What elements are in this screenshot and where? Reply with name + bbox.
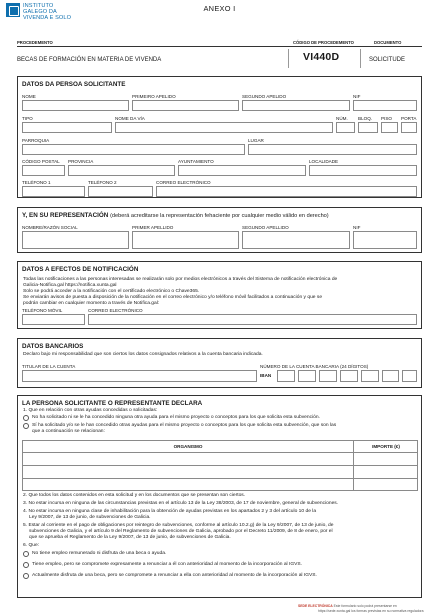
importe-header: IMPORTE (€)	[372, 444, 400, 449]
rep-apelido1-field[interactable]	[132, 231, 239, 249]
aid-table	[22, 440, 418, 491]
apelido2-field[interactable]	[242, 100, 350, 111]
iban-box-2[interactable]	[298, 370, 316, 382]
organismo-header: ORGANISMO	[173, 444, 203, 449]
table-row	[23, 452, 418, 453]
declaration-item-1: 1. Que en relación con otras ayudas concedidas o solicitadas:	[23, 408, 158, 413]
no-job-radio[interactable]	[23, 551, 29, 557]
procedure-divider	[17, 46, 422, 47]
rep-apelido1-label: PRIMER APELLIDO	[132, 225, 174, 230]
nome-label: NOME	[22, 94, 36, 99]
annex-title: ANEXO I	[203, 4, 236, 13]
other-aid-text-2: que a continuación se relacionan:	[32, 429, 105, 434]
table-row	[23, 478, 418, 479]
declaration-item-3: 3. No estar incursa en ninguna de las circunstancias previstas en el artículo 13 de la Ley 38/2003, de 17 de noviembre, general de subvenciones.	[23, 501, 339, 506]
has-job-radio[interactable]	[23, 562, 29, 568]
tipo-label: TIPO	[22, 116, 33, 121]
iban-box-1[interactable]	[277, 370, 295, 382]
tel1-field[interactable]	[22, 186, 85, 197]
holder-label: TITULAR DE LA CUENTA	[22, 364, 76, 369]
rep-nif-field[interactable]	[353, 231, 417, 249]
notif-email-label: CORREO ELECTRÓNICO	[88, 308, 143, 313]
piso-label: PISO	[381, 116, 392, 121]
divider	[288, 49, 289, 68]
via-label: NOME DA VÍA	[115, 116, 145, 121]
apelido1-field[interactable]	[132, 100, 239, 111]
bank-section	[17, 338, 422, 388]
no-aid-radio[interactable]	[23, 415, 29, 421]
declaration-item-2: 2. Que todos los datos contenidos en esta solicitud y en los documentos que se presentan son ciertos.	[23, 493, 246, 498]
has-grant-text: Actualmente disfruta de una beca, pero se compromete a renunciar a ella con anterioridad al momento de la incorporación al IGVS.	[32, 573, 317, 578]
notification-section-title: DATOS A EFECTOS DE NOTIFICACIÓN	[22, 266, 139, 273]
applicant-section	[17, 76, 422, 198]
no-aid-text: No ha solicitado ni se le ha concedido ninguna otra ayuda para el mismo proyecto o conceptos para los que solicita esta subvención.	[32, 415, 320, 420]
declaration-item-5a: 5. Estar al corriente en el pago de obligaciones por reintegro de subvenciones, conforme al artículo 10.2.g) de la Ley 9/2007, de 13 de junio, de	[23, 523, 334, 528]
declaration-section	[17, 395, 422, 598]
concello-label: AYUNTAMIENTO	[178, 159, 214, 164]
rep-nif-label: NIF	[353, 225, 361, 230]
piso-field[interactable]	[381, 122, 398, 133]
mobile-field[interactable]	[22, 314, 85, 325]
email-label: CORREO ELECTRÓNICO	[156, 180, 211, 185]
footer-text-2: https://sede.xunta.gal los formas previstas en su normativa reguladora	[318, 609, 424, 613]
bloq-field[interactable]	[358, 122, 378, 133]
bloq-label: BLOQ.	[358, 116, 373, 121]
nif-label: NIF	[353, 94, 361, 99]
declaration-item-4b: Ley 9/2007, de 13 de junio, de subvenciones de Galicia.	[29, 515, 151, 520]
notification-text-4: Se enviarán avisos de puesta a disposición de la notificación en el correo electrónico y/o teléfono móvil facilitados a continuación y que se	[23, 295, 323, 300]
notification-text-2: Galicia-Notifica.gal https://notifica.xunta.gal	[23, 283, 117, 288]
table-row	[23, 465, 418, 466]
has-grant-radio[interactable]	[23, 573, 29, 579]
org-line-3: VIVENDA E SOLO	[23, 15, 72, 21]
nome-field[interactable]	[22, 100, 129, 111]
procedure-label: PROCEDEMENTO	[17, 40, 53, 45]
footer-brand: SEDE ELECTRÓNICA	[298, 604, 333, 608]
localidade-field[interactable]	[309, 165, 417, 176]
notification-section	[17, 261, 422, 329]
rep-nome-field[interactable]	[22, 231, 129, 249]
holder-field[interactable]	[22, 370, 257, 382]
tel2-field[interactable]	[88, 186, 153, 197]
rep-apelido2-field[interactable]	[242, 231, 350, 249]
iban-box-6[interactable]	[382, 370, 399, 382]
declaration-item-6: 6. Que:	[23, 543, 40, 548]
provincia-label: PROVINCIA	[68, 159, 94, 164]
footer	[298, 604, 397, 608]
tel2-label: TELÉFONO 2	[88, 180, 117, 185]
parroquia-label: PARROQUIA	[22, 138, 50, 143]
lugar-field[interactable]	[248, 144, 417, 155]
notif-email-field[interactable]	[88, 314, 417, 325]
bank-section-title: DATOS BANCARIOS	[22, 343, 84, 350]
declaration-item-4a: 4. No estar incursa en ninguna clase de inhabilitación para la obtención de ayudas previstas en los apartados 2 y 3 del artículo 10 de la	[23, 509, 317, 514]
other-aid-text-1: Sí ha solicitado y/o se le han concedido otras ayudas para el mismo proyecto o conceptos para los que solicita esta subvención, que son las	[32, 423, 337, 428]
account-label: NÚMERO DE LA CUENTA BANCARIA (24 DÍGITOS)	[260, 364, 369, 369]
iban-box-3[interactable]	[319, 370, 337, 382]
nif-field[interactable]	[353, 100, 417, 111]
cp-field[interactable]	[22, 165, 65, 176]
parroquia-field[interactable]	[22, 144, 245, 155]
procedure-title: BECAS DE FORMACIÓN EN MATERIA DE VIVENDA	[17, 57, 162, 63]
lugar-label: LUGAR	[248, 138, 264, 143]
rep-apelido2-label: SEGUNDO APELLIDO	[242, 225, 289, 230]
notification-text-5: podrán cambiar en cualquier momento a través de Notifica.gal:	[23, 301, 160, 306]
porta-field[interactable]	[401, 122, 417, 133]
org-line-2: GALEGO DA	[23, 9, 57, 15]
document-label: DOCUMENTO	[374, 40, 402, 45]
representative-title: Y, EN SU REPRESENTACIÓN	[22, 212, 109, 219]
document-type: SOLICITUDE	[369, 57, 406, 63]
procedure-code: VI440D	[303, 51, 340, 63]
procedure-code-label: CÓDIGO DE PROCEDEMENTO	[293, 40, 354, 45]
representative-note: (deberá acreditarse la representación fehaciente por cualquier medio válido en derecho)	[110, 213, 329, 219]
applicant-section-title: DATOS DA PERSOA SOLICITANTE	[22, 81, 126, 88]
apelido1-label: PRIMEIRO APELIDO	[132, 94, 176, 99]
bank-declaration: Declaro bajo mi responsabilidad que son ciertos los datos consignados relativos a la cuenta bancaria indicada.	[23, 352, 263, 357]
notification-text-1: Todas las notificaciones a las personas interesadas se realizarán solo por medios electrónicos a través del Sistema de notificación electrónica de	[23, 277, 338, 282]
no-job-text: No tiene empleo remunerado ni disfruta de una beca o ayuda.	[32, 551, 167, 556]
iban-label: IBAN	[260, 373, 272, 378]
declaration-item-5c: que se aprueba el Reglamento de la Ley 9/2007, de 13 de junio, de subvenciones de Galicia.	[29, 535, 231, 540]
tel1-label: TELÉFONO 1	[22, 180, 51, 185]
rep-nome-label: NOMBRE/RAZÓN SOCIAL	[22, 225, 78, 230]
concello-field[interactable]	[178, 165, 306, 176]
notification-text-3: Solo se podrá acceder a la notificación con el certificado electrónico o Chave365.	[23, 289, 200, 294]
representative-section	[17, 207, 422, 253]
num-field[interactable]	[336, 122, 355, 133]
via-field[interactable]	[115, 122, 333, 133]
mobile-label: TELÉFONO MÓVIL	[22, 308, 63, 313]
iban-box-7[interactable]	[402, 370, 417, 382]
tipo-field[interactable]	[22, 122, 112, 133]
representative-section-title	[22, 212, 329, 219]
apelido2-label: SEGUNDO APELIDO	[242, 94, 287, 99]
footer-text: Este formulario solo podrá presentarse en	[333, 604, 397, 608]
has-job-text: Tiene empleo, pero se compromete expresamente a renunciar a él con anterioridad al momento de la incorporación al IGVS.	[32, 562, 303, 567]
org-line-1: INSTITUTO	[23, 3, 54, 9]
porta-label: PORTA	[401, 116, 417, 121]
declaration-section-title: LA PERSONA SOLICITANTE O REPRESENTANTE DECLARA	[22, 400, 203, 407]
cp-label: CÓDIGO POSTAL	[22, 159, 60, 164]
num-label: NÚM.	[336, 116, 348, 121]
email-field[interactable]	[156, 186, 417, 197]
declaration-item-5b: subvenciones de Galicia, y el artículo 9 del Reglamento de subvenciones de Galicia, aprobado por el Decreto 11/2009, de 8 de enero, por el	[29, 529, 333, 534]
divider	[360, 49, 361, 68]
provincia-field[interactable]	[68, 165, 175, 176]
other-aid-radio[interactable]	[23, 423, 29, 429]
localidade-label: LOCALIDADE	[309, 159, 339, 164]
iban-box-5[interactable]	[361, 370, 379, 382]
iban-box-4[interactable]	[340, 370, 358, 382]
